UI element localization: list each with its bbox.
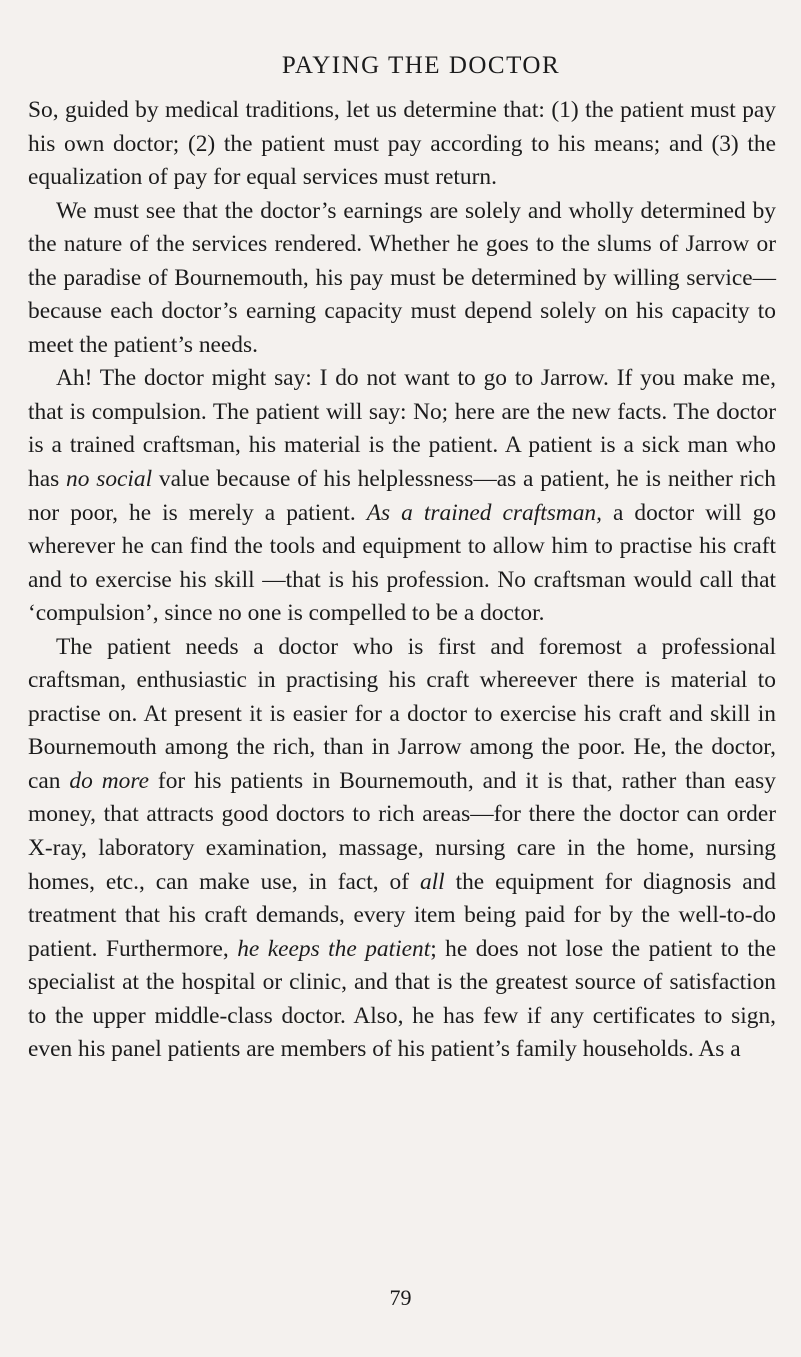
text-segment: value because of his helplessness—as a patient, he is neither rich nor poor, he is merely a patient. <box>28 466 776 526</box>
paragraph <box>28 631 776 1067</box>
text-segment: for his patients in Bournemouth, and it is that, rather than easy money, that attracts good doctors to rich areas—for there the doctor can order X-ray, laboratory examination, massage, nursing care in the home, nursing homes, etc., can make use, in fact, of <box>28 767 776 895</box>
text-segment: Ah! The doctor might say: I do not want to go to Jarrow. If you make me, that is compulsion. The patient will say: No; here are the new facts. The doctor is a trained craftsman, his material is the patient. A patient is a sick man who has <box>28 365 776 493</box>
italic-text-segment: all <box>419 868 445 895</box>
page-body <box>28 94 776 1067</box>
italic-text-segment: no social <box>66 466 153 493</box>
text-segment: We must see that the doctor’s earnings are solely and wholly determined by the nature of the services rendered. Whether he goes to the slums of Jarrow or the paradise of Bournemouth, his pay must be determined by willing service—because each doctor’s earning capacity must depend solely on his capacity to meet the patient’s needs. <box>28 197 776 358</box>
text-segment: The patient needs a doctor who is first and foremost a professional craftsman, enthusiastic in practising his craft whereever there is material to practise on. At present it is easier for a doctor to exercise his craft and skill in Bournemouth among the rich, than in Jarrow among the poor. He, the doctor, can <box>28 633 776 794</box>
paragraph <box>28 195 776 363</box>
paragraph <box>28 94 776 195</box>
paragraph <box>28 362 776 630</box>
italic-text-segment: he keeps the patient <box>237 935 431 962</box>
text-segment: the equipment for diagnosis and treatment that his craft demands, every item being paid for by the well-to-do patient. Furthermore, <box>28 868 777 962</box>
running-head: PAYING THE DOCTOR <box>281 52 561 79</box>
page-number: 79 <box>389 1285 412 1310</box>
book-page <box>28 50 776 1067</box>
italic-text-segment: As a trained craftsman, <box>366 499 602 526</box>
text-segment: ; he does not lose the patient to the specialist at the hospital or clinic, and that is the greatest source of satisfaction to the upper middle-class doctor. Also, he has few if any certificates to sign, even his panel patients are members of his patient’s family households. As a <box>28 935 776 1063</box>
italic-text-segment: do more <box>69 767 149 794</box>
text-segment: So, guided by medical traditions, let us determine that: (1) the patient must pay his own doctor; (2) the patient must pay according to his means; and (3) the equalization of pay for equal services must return. <box>28 97 776 191</box>
text-segment: a doctor will go wherever he can find the tools and equipment to allow him to practise his craft and to exercise his skill —that is his profession. No craftsman would call that ‘compulsion’, since no one is compelled to be a doctor. <box>28 499 777 627</box>
